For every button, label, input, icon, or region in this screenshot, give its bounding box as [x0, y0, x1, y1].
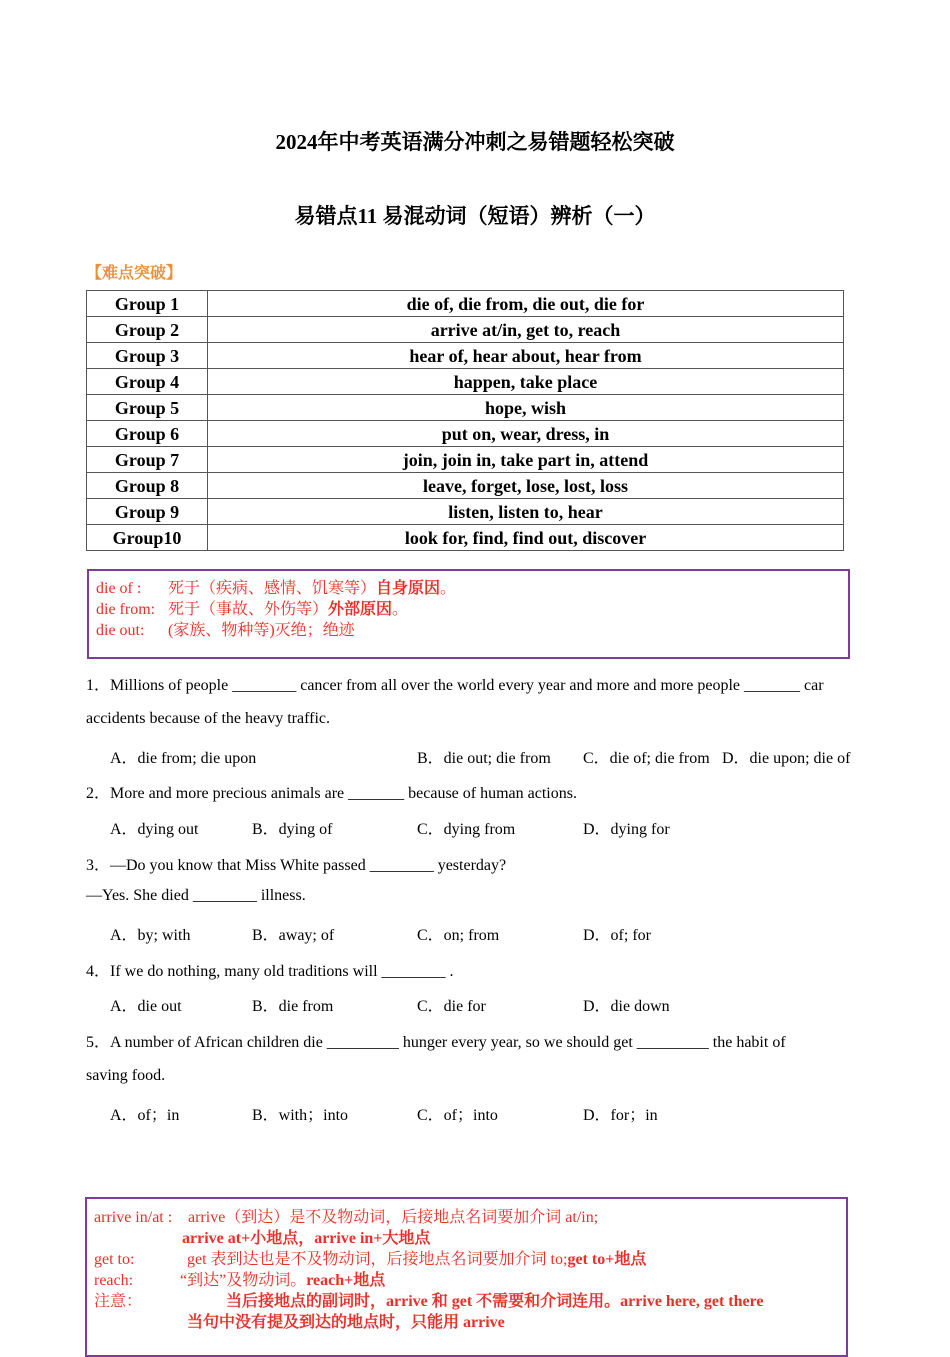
table-row	[87, 395, 844, 421]
question-4-option-a: A．die out	[110, 998, 182, 1015]
question-5-option-c: C．of；into	[417, 1107, 498, 1124]
question-2-option-d: D．dying for	[583, 821, 670, 838]
table-row	[87, 499, 844, 525]
document-subtitle: 易错点11 易混动词（短语）辨析（一）	[294, 204, 656, 228]
note-emphasis: 外部原因	[328, 601, 393, 618]
question-1-stem: 1．Millions of people ________ cancer from all over the world every year and more and more people _______ car	[86, 677, 824, 694]
question-1-option-c: C．die of; die from	[583, 750, 710, 767]
note-line	[96, 620, 841, 641]
note-line	[94, 1207, 839, 1228]
group-words: die of, die from, die out, die for	[208, 291, 844, 317]
note-text: 死于（事故、外伤等）	[168, 601, 329, 618]
question-5-option-b: B．with；into	[252, 1107, 349, 1124]
note-emphasis: 自身原因	[376, 580, 441, 597]
arrive-get-reach-note	[85, 1197, 848, 1357]
group-words: happen, take place	[208, 369, 844, 395]
note-emphasis: 当句中没有提及到达的地点时，只能用 arrive	[187, 1314, 505, 1331]
note-text: 。	[392, 601, 409, 618]
note-text: 。	[440, 580, 457, 597]
question-1-option-d: D．die upon; die of	[722, 750, 851, 767]
group-name: Group 4	[87, 369, 208, 395]
die-phrases-note	[87, 569, 850, 659]
note-term: arrive in/at :	[94, 1209, 173, 1226]
group-words: listen, listen to, hear	[208, 499, 844, 525]
groups-table	[86, 290, 844, 551]
table-row	[87, 421, 844, 447]
question-1-option-b: B．die out; die from	[417, 750, 551, 767]
note-text: 死于（疾病、感情、饥寒等）	[168, 580, 377, 597]
question-4-option-c: C．die for	[417, 998, 486, 1015]
group-words: look for, find, find out, discover	[208, 525, 844, 551]
group-words: hope, wish	[208, 395, 844, 421]
note-term: die out:	[96, 622, 145, 639]
group-name: Group 2	[87, 317, 208, 343]
group-name: Group 7	[87, 447, 208, 473]
note-text: get 表到达也是不及物动词，后接地点名词要加介词 to;	[187, 1251, 568, 1268]
document-title: 2024年中考英语满分冲刺之易错题轻松突破	[275, 130, 675, 154]
note-line	[94, 1270, 839, 1291]
note-line	[94, 1291, 839, 1312]
question-5-option-a: A．of；in	[110, 1107, 180, 1124]
group-words: hear of, hear about, hear from	[208, 343, 844, 369]
question-2-option-b: B．dying of	[252, 821, 333, 838]
table-row	[87, 447, 844, 473]
note-term: reach:	[94, 1272, 134, 1289]
question-4-option-d: D．die down	[583, 998, 670, 1015]
group-name: Group 1	[87, 291, 208, 317]
section-label: 【难点突破】	[86, 265, 183, 282]
group-name: Group 5	[87, 395, 208, 421]
question-3-stem-cont: —Yes. She died ________ illness.	[86, 887, 306, 904]
table-row	[87, 291, 844, 317]
question-3-option-b: B．away; of	[252, 927, 335, 944]
question-1-stem-cont: accidents because of the heavy traffic.	[86, 710, 331, 727]
group-words: arrive at/in, get to, reach	[208, 317, 844, 343]
note-emphasis: reach+地点	[306, 1272, 386, 1289]
group-name: Group 8	[87, 473, 208, 499]
group-name: Group 3	[87, 343, 208, 369]
question-5-option-d: D．for；in	[583, 1107, 658, 1124]
note-term: die of :	[96, 580, 142, 597]
question-3-stem: 3．—Do you know that Miss White passed ________ yesterday?	[86, 857, 507, 874]
group-words: join, join in, take part in, attend	[208, 447, 844, 473]
question-2-option-c: C．dying from	[417, 821, 516, 838]
question-4-option-b: B．die from	[252, 998, 334, 1015]
group-name: Group 6	[87, 421, 208, 447]
note-text: (家族、物种等)灭绝；绝迹	[168, 622, 355, 639]
group-words: put on, wear, dress, in	[208, 421, 844, 447]
question-3-option-a: A．by; with	[110, 927, 191, 944]
question-4-stem: 4．If we do nothing, many old traditions will ________ .	[86, 963, 454, 980]
note-emphasis: 当后接地点的副词时，arrive 和 get 不需要和介词连用。arrive here, get there	[226, 1293, 764, 1310]
note-emphasis: arrive at+小地点，arrive in+大地点	[182, 1230, 431, 1247]
question-2-stem: 2．More and more precious animals are _______ because of human actions.	[86, 785, 577, 802]
table-row	[87, 473, 844, 499]
group-name: Group 9	[87, 499, 208, 525]
group-name: Group10	[87, 525, 208, 551]
question-5-stem: 5．A number of African children die _________ hunger every year, so we should get _________ the habit of	[86, 1034, 786, 1051]
note-line	[94, 1228, 839, 1249]
note-line	[94, 1312, 839, 1333]
note-term: 注意：	[94, 1293, 143, 1310]
table-row	[87, 343, 844, 369]
note-text: arrive（到达）是不及物动词，后接地点名词要加介词 at/in;	[188, 1209, 599, 1226]
table-row	[87, 317, 844, 343]
note-term: get to:	[94, 1251, 135, 1268]
question-5-stem-cont: saving food.	[86, 1067, 166, 1084]
question-3-option-c: C．on; from	[417, 927, 500, 944]
note-term: die from:	[96, 601, 156, 618]
note-emphasis: get to+地点	[567, 1251, 647, 1268]
table-row	[87, 525, 844, 551]
question-1-option-a: A．die from; die upon	[110, 750, 257, 767]
note-line	[96, 599, 841, 620]
note-text: “到达”及物动词。	[180, 1272, 307, 1289]
question-3-option-d: D．of; for	[583, 927, 651, 944]
note-line	[94, 1249, 839, 1270]
question-2-option-a: A．dying out	[110, 821, 199, 838]
table-row	[87, 369, 844, 395]
group-words: leave, forget, lose, lost, loss	[208, 473, 844, 499]
note-line	[96, 578, 841, 599]
